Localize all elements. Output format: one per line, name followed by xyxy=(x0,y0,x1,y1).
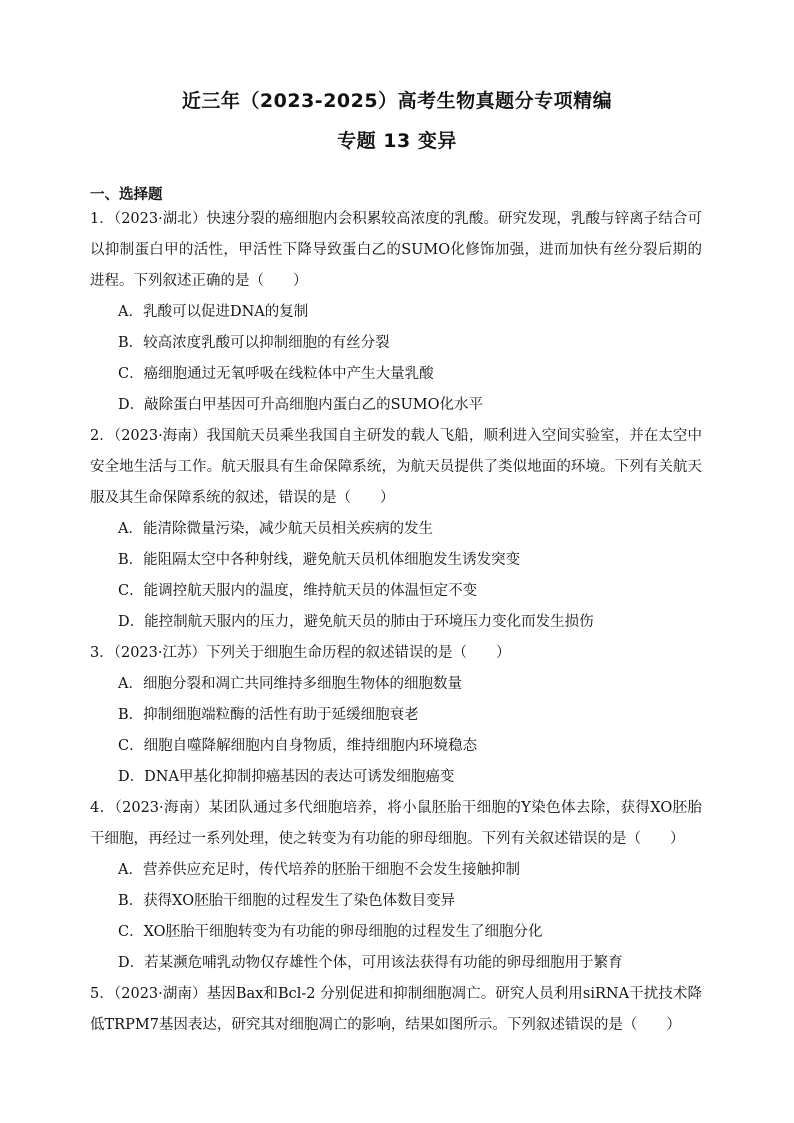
answer-option: A．细胞分裂和凋亡共同维持多细胞生物体的细胞数量 xyxy=(118,676,462,692)
answer-option: D．若某濒危哺乳动物仅存雄性个体，可用该法获得有功能的卵母细胞用于繁育 xyxy=(118,955,623,971)
answer-option: D．敲除蛋白甲基因可升高细胞内蛋白乙的SUMO化水平 xyxy=(118,397,484,413)
question-stem-line: 进程。下列叙述正确的是（ ） xyxy=(90,273,308,289)
question-stem-line: 安全地生活与工作。航天服具有生命保障系统，为航天员提供了类似地面的环境。下列有关航天 xyxy=(90,459,702,475)
answer-option: B．较高浓度乳酸可以抑制细胞的有丝分裂 xyxy=(118,335,390,351)
answer-option: C．癌细胞通过无氧呼吸在线粒体中产生大量乳酸 xyxy=(118,366,434,382)
question-2 xyxy=(90,421,702,638)
question-stem-line: 3．（2023·江苏）下列关于细胞生命历程的叙述错误的是（ ） xyxy=(90,645,511,661)
question-4 xyxy=(90,793,702,979)
question-3 xyxy=(90,638,702,793)
question-stem-line: 4．（2023·海南）某团队通过多代细胞培养，将小鼠胚胎干细胞的Y染色体去除，获得XO胚胎 xyxy=(90,800,702,816)
question-list xyxy=(90,204,702,1041)
question-stem-line: 以抑制蛋白甲的活性，甲活性下降导致蛋白乙的SUMO化修饰加强，进而加快有丝分裂后期的 xyxy=(90,242,702,258)
answer-option: A．能清除微量污染，减少航天员相关疾病的发生 xyxy=(118,521,433,537)
question-stem-line: 5．（2023·湖南）基因Bax和Bcl-2 分别促进和抑制细胞凋亡。研究人员利用siRNA干扰技术降 xyxy=(90,986,702,1002)
question-5 xyxy=(90,979,702,1041)
question-stem-line: 1．（2023·湖北）快速分裂的癌细胞内会积累较高浓度的乳酸。研究发现，乳酸与锌离子结合可 xyxy=(90,211,702,227)
answer-option: D．能控制航天服内的压力，避免航天员的肺由于环境压力变化而发生损伤 xyxy=(118,614,594,630)
answer-option: D．DNA甲基化抑制抑癌基因的表达可诱发细胞癌变 xyxy=(118,769,455,785)
question-stem-line: 2．（2023·海南）我国航天员乘坐我国自主研发的载人飞船，顺利进入空间实验室，并在太空中 xyxy=(90,428,702,444)
question-stem-line: 低TRPM7基因表达，研究其对细胞凋亡的影响，结果如图所示。下列叙述错误的是（ ） xyxy=(90,1017,681,1033)
answer-option: C．XO胚胎干细胞转变为有功能的卵母细胞的过程发生了细胞分化 xyxy=(118,924,543,940)
question-stem-line: 干细胞，再经过一系列处理，使之转变为有功能的卵母细胞。下列有关叙述错误的是（ ） xyxy=(90,831,685,847)
answer-option: B．获得XO胚胎干细胞的过程发生了染色体数目变异 xyxy=(118,893,456,909)
answer-option: A．营养供应充足时，传代培养的胚胎干细胞不会发生接触抑制 xyxy=(118,862,520,878)
answer-option: B．抑制细胞端粒酶的活性有助于延缓细胞衰老 xyxy=(118,707,419,723)
answer-option: C．细胞自噬降解细胞内自身物质，维持细胞内环境稳态 xyxy=(118,738,478,754)
answer-option: C．能调控航天服内的温度，维持航天员的体温恒定不变 xyxy=(118,583,478,599)
answer-option: A．乳酸可以促进DNA的复制 xyxy=(118,304,309,320)
answer-option: B．能阻隔太空中各种射线，避免航天员机体细胞发生诱发突变 xyxy=(118,552,521,568)
document-title: 近三年（2023-2025）高考生物真题分专项精编 xyxy=(181,90,613,112)
document-subtitle: 专题 13 变异 xyxy=(337,130,457,152)
question-stem-line: 服及其生命保障系统的叙述，错误的是（ ） xyxy=(90,490,395,506)
section-heading: 一、选择题 xyxy=(90,187,163,203)
question-1 xyxy=(90,204,702,421)
